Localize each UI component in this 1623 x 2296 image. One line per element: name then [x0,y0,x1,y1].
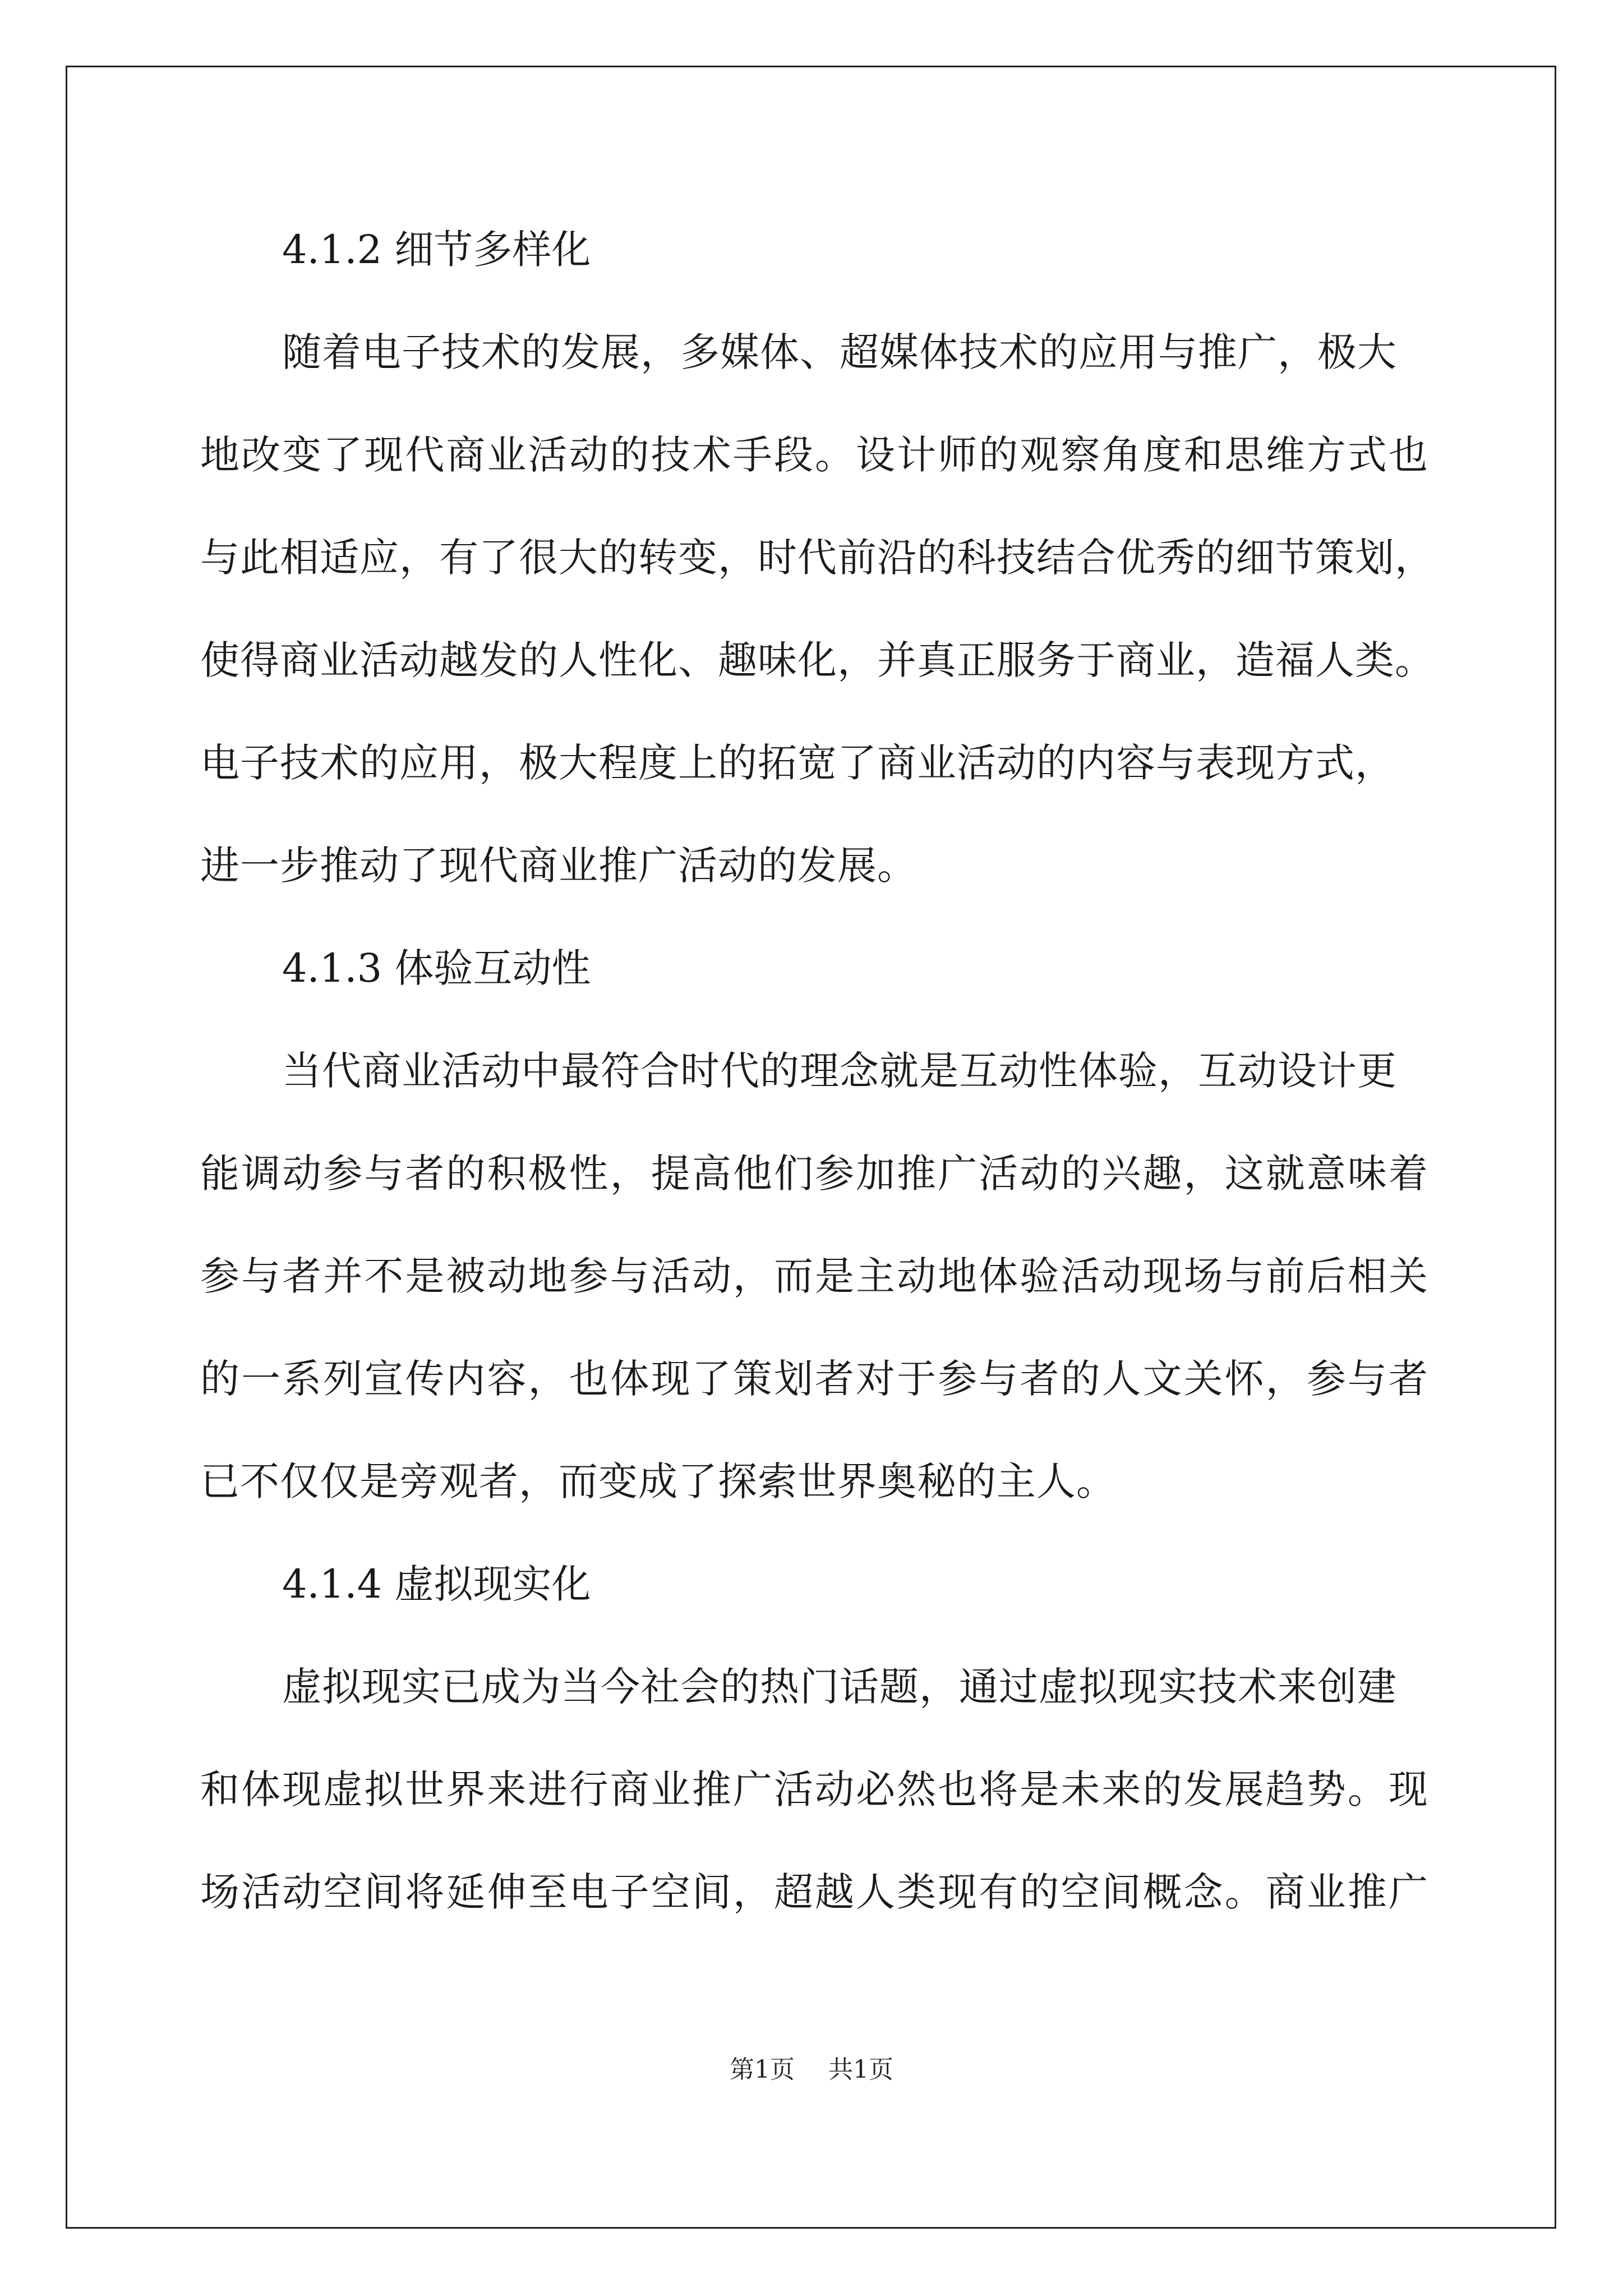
paragraph-line: 进一步推动了现代商业推广活动的发展。 [200,843,917,889]
paragraph-line: 当代商业活动中最符合时代的理念就是互动性体验，互动设计更 [282,1048,1397,1094]
paragraph-line: 场活动空间将延伸至电子空间，超越人类现有的空间概念。商业推广 [200,1869,1428,1915]
page-number: 第1页 [730,2055,795,2084]
paragraph-line: 已不仅仅是旁观者，而变成了探索世界奥秘的主人。 [200,1458,1116,1504]
paragraph-line: 虚拟现实已成为当今社会的热门话题，通过虚拟现实技术来创建 [282,1664,1397,1710]
page-footer [0,2053,1623,2087]
paragraph-line: 使得商业活动越发的人性化、趣味化，并真正服务于商业，造福人类。 [200,637,1435,683]
paragraph-line: 能调动参与者的积极性，提高他们参加推广活动的兴趣，这就意味着 [200,1151,1428,1197]
paragraph-line: 地改变了现代商业活动的技术手段。设计师的观察角度和思维方式也 [200,432,1428,478]
page-total: 共1页 [828,2055,893,2084]
paragraph-line: 的一系列宣传内容，也体现了策划者对于参与者的人文关怀，参与者 [200,1356,1428,1402]
section-heading: 4.1.2 细节多样化 [282,227,591,273]
paragraph-line: 与此相适应，有了很大的转变，时代前沿的科技结合优秀的细节策划， [200,535,1435,581]
paragraph-line: 和体现虚拟世界来进行商业推广活动必然也将是未来的发展趋势。现 [200,1766,1428,1812]
paragraph-line: 参与者并不是被动地参与活动，而是主动地体验活动现场与前后相关 [200,1253,1428,1299]
paragraph-line: 随着电子技术的发展，多媒体、超媒体技术的应用与推广，极大 [282,329,1397,375]
paragraph-line: 电子技术的应用，极大程度上的拓宽了商业活动的内容与表现方式， [200,740,1395,786]
section-heading: 4.1.4 虚拟现实化 [282,1561,591,1607]
section-heading: 4.1.3 体验互动性 [282,945,591,991]
